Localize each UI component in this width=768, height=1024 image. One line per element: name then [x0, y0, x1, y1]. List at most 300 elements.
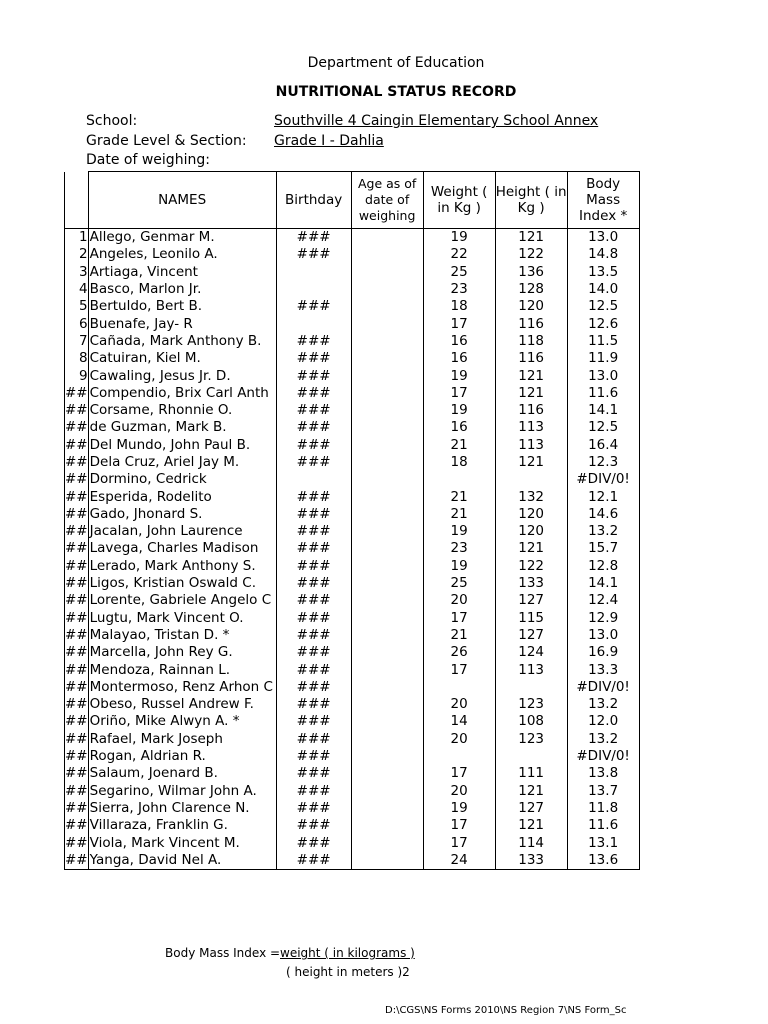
table-row — [65, 454, 640, 471]
row-number: ## — [65, 626, 88, 643]
student-name: Oriño, Mike Alwyn A. * — [88, 713, 276, 730]
table-row — [65, 610, 640, 627]
weight-cell — [423, 471, 495, 488]
height-cell: 123 — [495, 696, 567, 713]
bmi-cell: 15.7 — [567, 540, 639, 557]
age-cell — [351, 281, 423, 298]
student-name: Catuiran, Kiel M. — [88, 350, 276, 367]
student-name: Montermoso, Renz Arhon C — [88, 679, 276, 696]
height-cell: 121 — [495, 229, 567, 247]
age-cell — [351, 558, 423, 575]
birthday-cell: ### — [276, 246, 351, 263]
birthday-cell: ### — [276, 610, 351, 627]
bmi-cell: #DIV/0! — [567, 748, 639, 765]
bmi-cell: 14.0 — [567, 281, 639, 298]
row-number: ## — [65, 419, 88, 436]
grade-section-value: Grade I - Dahlia — [274, 133, 384, 149]
age-cell — [351, 402, 423, 419]
birthday-cell: ### — [276, 817, 351, 834]
age-cell — [351, 679, 423, 696]
age-cell — [351, 523, 423, 540]
birthday-cell: ### — [276, 385, 351, 402]
bmi-cell: 12.5 — [567, 419, 639, 436]
student-name: Lerado, Mark Anthony S. — [88, 558, 276, 575]
birthday-cell: ### — [276, 229, 351, 247]
height-cell: 124 — [495, 644, 567, 661]
row-number: ## — [65, 523, 88, 540]
height-cell: 127 — [495, 592, 567, 609]
file-path-footer: D:\CGS\NS Forms 2010\NS Region 7\NS Form_Sc — [385, 1005, 627, 1016]
student-name: Malayao, Tristan D. * — [88, 627, 276, 644]
age-cell — [351, 817, 423, 834]
height-cell: 116 — [495, 402, 567, 419]
height-cell: 127 — [495, 800, 567, 817]
weight-cell — [423, 679, 495, 696]
student-name: Mendoza, Rainnan L. — [88, 661, 276, 678]
weight-cell: 19 — [423, 402, 495, 419]
row-number: ## — [65, 661, 88, 678]
date-of-weighing-label: Date of weighing: — [86, 152, 210, 168]
birthday-cell: ### — [276, 540, 351, 557]
birthday-cell: ### — [276, 350, 351, 367]
age-cell — [351, 748, 423, 765]
height-cell: 115 — [495, 610, 567, 627]
birthday-cell: ### — [276, 488, 351, 505]
student-name: Artiaga, Vincent — [88, 264, 276, 281]
row-number: 3 — [65, 264, 89, 281]
row-number: 4 — [65, 281, 89, 298]
age-cell — [351, 713, 423, 730]
bmi-cell: 13.1 — [567, 834, 639, 851]
bmi-cell: 13.6 — [567, 852, 639, 870]
table-row — [65, 350, 640, 367]
row-number: ## — [65, 471, 88, 488]
student-name: Ligos, Kristian Oswald C. — [88, 575, 276, 592]
student-name: Cañada, Mark Anthony B. — [88, 333, 276, 350]
bmi-cell: 13.2 — [567, 523, 639, 540]
row-number: ## — [65, 454, 88, 470]
bmi-cell: 12.9 — [567, 610, 639, 627]
weight-cell: 26 — [423, 644, 495, 661]
bmi-cell: 12.0 — [567, 713, 639, 730]
student-name: Gado, Jhonard S. — [88, 506, 276, 523]
student-name: Villaraza, Franklin G. — [88, 817, 276, 834]
height-cell: 122 — [495, 246, 567, 263]
department-heading: Department of Education — [307, 55, 485, 71]
weight-cell: 24 — [423, 852, 495, 870]
height-cell: 113 — [495, 419, 567, 436]
height-cell — [495, 679, 567, 696]
table-row — [65, 852, 640, 870]
height-cell: 116 — [495, 315, 567, 332]
row-number: ## — [65, 696, 88, 713]
weight-cell: 16 — [423, 350, 495, 367]
weight-cell: 21 — [423, 437, 495, 454]
age-cell — [351, 644, 423, 661]
student-name: Basco, Marlon Jr. — [88, 281, 276, 298]
height-cell: 120 — [495, 506, 567, 523]
table-row — [65, 627, 640, 644]
birthday-cell: ### — [276, 661, 351, 678]
weight-cell: 20 — [423, 783, 495, 800]
header-birthday: Birthday — [276, 172, 351, 229]
age-cell — [351, 385, 423, 402]
table-row — [65, 834, 640, 851]
weight-cell: 19 — [423, 523, 495, 540]
bmi-cell: 14.8 — [567, 246, 639, 263]
birthday-cell: ### — [276, 454, 351, 471]
header-number — [65, 172, 89, 229]
age-cell — [351, 264, 423, 281]
height-cell: 121 — [495, 817, 567, 834]
bmi-cell: 16.9 — [567, 644, 639, 661]
age-cell — [351, 437, 423, 454]
age-cell — [351, 731, 423, 748]
student-name: Compendio, Brix Carl Anth — [88, 385, 276, 402]
birthday-cell: ### — [276, 592, 351, 609]
height-cell — [495, 748, 567, 765]
birthday-cell: ### — [276, 696, 351, 713]
student-name: Angeles, Leonilo A. — [88, 246, 276, 263]
birthday-cell: ### — [276, 575, 351, 592]
height-cell: 127 — [495, 627, 567, 644]
age-cell — [351, 350, 423, 367]
age-cell — [351, 661, 423, 678]
student-name: Jacalan, John Laurence — [88, 523, 276, 540]
row-number: ## — [65, 817, 88, 834]
birthday-cell: ### — [276, 748, 351, 765]
birthday-cell: ### — [276, 713, 351, 730]
student-name: Yanga, David Nel A. — [88, 852, 276, 870]
student-name: Obeso, Russel Andrew F. — [88, 696, 276, 713]
age-cell — [351, 783, 423, 800]
row-number: ## — [65, 799, 88, 816]
age-cell — [351, 592, 423, 609]
table-row — [65, 471, 640, 488]
table-row — [65, 765, 640, 782]
student-name: Lugtu, Mark Vincent O. — [88, 610, 276, 627]
table-row — [65, 817, 640, 834]
student-name: Viola, Mark Vincent M. — [88, 834, 276, 851]
weight-cell: 23 — [423, 540, 495, 557]
weight-cell: 17 — [423, 661, 495, 678]
student-name: Buenafe, Jay- R — [88, 315, 276, 332]
height-cell — [495, 471, 567, 488]
birthday-cell: ### — [276, 419, 351, 436]
row-number: ## — [65, 851, 88, 868]
table-row — [65, 333, 640, 350]
age-cell — [351, 454, 423, 471]
bmi-cell: 13.5 — [567, 264, 639, 281]
student-name: Lorente, Gabriele Angelo C — [88, 592, 276, 609]
row-number: ## — [65, 678, 88, 695]
row-number: 2 — [65, 246, 89, 263]
weight-cell: 22 — [423, 246, 495, 263]
student-name: Dela Cruz, Ariel Jay M. — [88, 454, 276, 471]
row-number: ## — [65, 765, 88, 782]
birthday-cell — [276, 281, 351, 298]
bmi-cell: 13.2 — [567, 731, 639, 748]
height-cell: 133 — [495, 575, 567, 592]
weight-cell: 17 — [423, 765, 495, 782]
bmi-cell: 12.4 — [567, 592, 639, 609]
age-cell — [351, 367, 423, 384]
height-cell: 121 — [495, 783, 567, 800]
weight-cell: 17 — [423, 817, 495, 834]
table-row — [65, 506, 640, 523]
birthday-cell: ### — [276, 765, 351, 782]
bmi-cell: #DIV/0! — [567, 471, 639, 488]
school-value: Southville 4 Caingin Elementary School Annex — [274, 113, 599, 129]
birthday-cell: ### — [276, 800, 351, 817]
student-name: Marcella, John Rey G. — [88, 644, 276, 661]
student-name: Del Mundo, John Paul B. — [88, 437, 276, 454]
school-label: School: — [86, 113, 138, 129]
birthday-cell: ### — [276, 731, 351, 748]
table-row — [65, 367, 640, 384]
grade-section-label: Grade Level & Section: — [86, 133, 247, 149]
weight-cell: 19 — [423, 229, 495, 247]
table-row — [65, 748, 640, 765]
height-cell: 116 — [495, 350, 567, 367]
bmi-cell: 11.6 — [567, 385, 639, 402]
age-cell — [351, 800, 423, 817]
table-body — [65, 229, 640, 870]
height-cell: 123 — [495, 731, 567, 748]
age-cell — [351, 540, 423, 557]
age-cell — [351, 575, 423, 592]
table-row — [65, 281, 640, 298]
age-cell — [351, 229, 423, 247]
table-row — [65, 696, 640, 713]
bmi-cell: 13.8 — [567, 765, 639, 782]
age-cell — [351, 315, 423, 332]
weight-cell: 25 — [423, 575, 495, 592]
student-name: de Guzman, Mark B. — [88, 419, 276, 436]
height-cell: 121 — [495, 454, 567, 471]
age-cell — [351, 298, 423, 315]
table-row — [65, 558, 640, 575]
height-cell: 121 — [495, 540, 567, 557]
student-name: Bertuldo, Bert B. — [88, 298, 276, 315]
bmi-formula-numerator: weight ( in kilograms ) — [280, 946, 415, 960]
table-row — [65, 264, 640, 281]
birthday-cell — [276, 471, 351, 488]
student-name: Sierra, John Clarence N. — [88, 800, 276, 817]
table-row — [65, 523, 640, 540]
weight-cell: 16 — [423, 419, 495, 436]
birthday-cell: ### — [276, 834, 351, 851]
weight-cell: 17 — [423, 315, 495, 332]
table-row — [65, 783, 640, 800]
page-title: NUTRITIONAL STATUS RECORD — [275, 84, 517, 100]
birthday-cell: ### — [276, 679, 351, 696]
weight-cell: 21 — [423, 488, 495, 505]
table-row — [65, 592, 640, 609]
table-row — [65, 488, 640, 505]
weight-cell: 19 — [423, 367, 495, 384]
table-row — [65, 437, 640, 454]
bmi-cell: 11.9 — [567, 350, 639, 367]
header-age: Age as of date of weighing — [351, 172, 423, 229]
weight-cell — [423, 748, 495, 765]
row-number: ## — [65, 505, 88, 522]
bmi-cell: 14.1 — [567, 575, 639, 592]
age-cell — [351, 471, 423, 488]
row-number: ## — [65, 384, 88, 401]
birthday-cell: ### — [276, 437, 351, 454]
age-cell — [351, 419, 423, 436]
student-name: Dormino, Cedrick — [88, 471, 276, 488]
bmi-cell: 13.3 — [567, 661, 639, 678]
bmi-cell: 12.8 — [567, 558, 639, 575]
height-cell: 114 — [495, 834, 567, 851]
birthday-cell: ### — [276, 783, 351, 800]
bmi-cell: #DIV/0! — [567, 679, 639, 696]
birthday-cell: ### — [276, 333, 351, 350]
student-name: Rafael, Mark Joseph — [88, 731, 276, 748]
birthday-cell: ### — [276, 506, 351, 523]
birthday-cell: ### — [276, 558, 351, 575]
weight-cell: 21 — [423, 627, 495, 644]
bmi-cell: 13.7 — [567, 783, 639, 800]
table-header-row — [65, 172, 640, 229]
height-cell: 136 — [495, 264, 567, 281]
row-number: ## — [65, 436, 88, 453]
row-number: ## — [65, 592, 88, 609]
row-number: ## — [65, 609, 88, 626]
height-cell: 128 — [495, 281, 567, 298]
student-name: Cawaling, Jesus Jr. D. — [88, 367, 276, 384]
bmi-cell: 11.5 — [567, 333, 639, 350]
weight-cell: 18 — [423, 298, 495, 315]
bmi-cell: 11.8 — [567, 800, 639, 817]
student-name: Allego, Genmar M. — [88, 229, 276, 247]
student-name: Segarino, Wilmar John A. — [88, 783, 276, 800]
weight-cell: 19 — [423, 800, 495, 817]
header-weight: Weight ( in Kg ) — [423, 172, 495, 229]
table-row — [65, 731, 640, 748]
height-cell: 120 — [495, 298, 567, 315]
age-cell — [351, 488, 423, 505]
birthday-cell: ### — [276, 367, 351, 384]
age-cell — [351, 852, 423, 870]
bmi-cell: 14.1 — [567, 402, 639, 419]
weight-cell: 25 — [423, 264, 495, 281]
table-row — [65, 713, 640, 730]
height-cell: 113 — [495, 437, 567, 454]
weight-cell: 16 — [423, 333, 495, 350]
bmi-cell: 14.6 — [567, 506, 639, 523]
bmi-cell: 12.1 — [567, 488, 639, 505]
height-cell: 113 — [495, 661, 567, 678]
bmi-cell: 12.3 — [567, 454, 639, 471]
height-cell: 111 — [495, 765, 567, 782]
row-number: ## — [65, 540, 88, 557]
table-row — [65, 800, 640, 817]
table-row — [65, 229, 640, 247]
age-cell — [351, 610, 423, 627]
bmi-cell: 13.0 — [567, 367, 639, 384]
bmi-cell: 13.0 — [567, 229, 639, 247]
bmi-formula-label: Body Mass Index = — [165, 946, 281, 960]
table-row — [65, 661, 640, 678]
age-cell — [351, 834, 423, 851]
height-cell: 121 — [495, 367, 567, 384]
table-row — [65, 644, 640, 661]
birthday-cell — [276, 264, 351, 281]
height-cell: 118 — [495, 333, 567, 350]
header-names: NAMES — [88, 172, 276, 229]
weight-cell: 20 — [423, 731, 495, 748]
weight-cell: 20 — [423, 592, 495, 609]
row-number: ## — [65, 834, 88, 851]
student-name: Lavega, Charles Madison — [88, 540, 276, 557]
weight-cell: 17 — [423, 610, 495, 627]
age-cell — [351, 627, 423, 644]
age-cell — [351, 696, 423, 713]
bmi-cell: 13.2 — [567, 696, 639, 713]
header-height: Height ( in Kg ) — [495, 172, 567, 229]
row-number: ## — [65, 402, 88, 419]
weight-cell: 20 — [423, 696, 495, 713]
birthday-cell: ### — [276, 523, 351, 540]
student-name: Corsame, Rhonnie O. — [88, 402, 276, 419]
table-row — [65, 246, 640, 263]
height-cell: 121 — [495, 385, 567, 402]
weight-cell: 14 — [423, 713, 495, 730]
age-cell — [351, 506, 423, 523]
weight-cell: 18 — [423, 454, 495, 471]
weight-cell: 23 — [423, 281, 495, 298]
row-number: ## — [65, 488, 88, 505]
table-row — [65, 540, 640, 557]
bmi-formula-denominator: ( height in meters )2 — [286, 965, 410, 979]
height-cell: 132 — [495, 488, 567, 505]
bmi-cell: 11.6 — [567, 817, 639, 834]
bmi-cell: 12.5 — [567, 298, 639, 315]
weight-cell: 17 — [423, 834, 495, 851]
weight-cell: 19 — [423, 558, 495, 575]
table-row — [65, 298, 640, 315]
bmi-cell: 16.4 — [567, 437, 639, 454]
row-number: ## — [65, 782, 88, 799]
bmi-cell: 12.6 — [567, 315, 639, 332]
weight-cell: 21 — [423, 506, 495, 523]
height-cell: 108 — [495, 713, 567, 730]
birthday-cell: ### — [276, 644, 351, 661]
row-number: ## — [65, 748, 88, 765]
height-cell: 120 — [495, 523, 567, 540]
birthday-cell: ### — [276, 852, 351, 870]
table-row — [65, 679, 640, 696]
height-cell: 133 — [495, 852, 567, 870]
table-row — [65, 575, 640, 592]
row-number: ## — [65, 644, 88, 661]
table-row — [65, 402, 640, 419]
age-cell — [351, 765, 423, 782]
age-cell — [351, 246, 423, 263]
row-number: 1 — [65, 229, 89, 247]
table-row — [65, 419, 640, 436]
row-number: ## — [65, 730, 88, 747]
row-number: 9 — [65, 367, 89, 384]
nutritional-status-table — [64, 171, 640, 870]
table-row — [65, 315, 640, 332]
student-name: Rogan, Aldrian R. — [88, 748, 276, 765]
birthday-cell: ### — [276, 627, 351, 644]
row-number: ## — [65, 713, 88, 730]
